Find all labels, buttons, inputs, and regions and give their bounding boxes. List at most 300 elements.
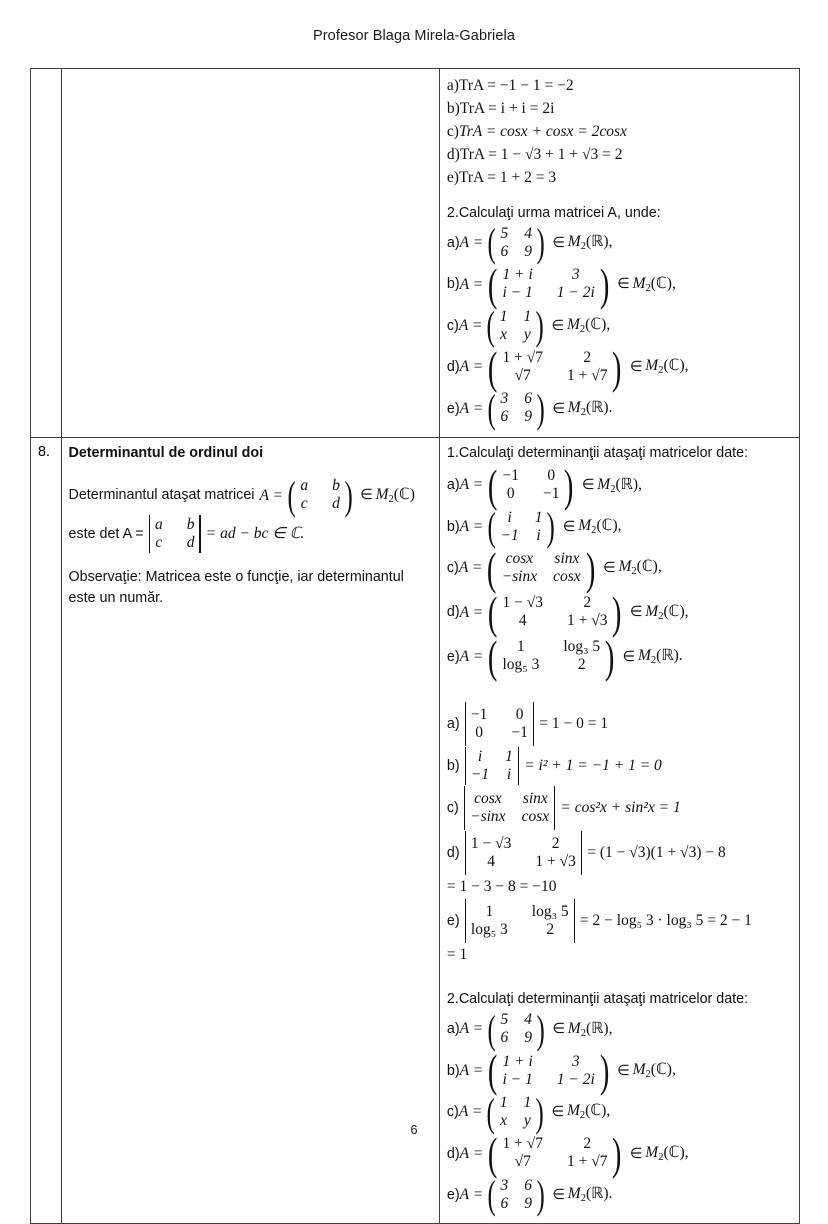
- item-label: a): [446, 716, 460, 733]
- matrix-cell: b: [332, 477, 340, 495]
- set-subscript: 2: [579, 323, 586, 335]
- set-notation: [633, 273, 676, 297]
- set-letter: M: [566, 315, 580, 333]
- matrix-cell: 6: [524, 390, 532, 408]
- set-field: (ℂ): [650, 274, 672, 292]
- matrix-cell: 3: [571, 1052, 580, 1070]
- item-prefix: A =: [459, 275, 484, 293]
- matrix-grid: [500, 467, 561, 503]
- matrix-grid: [500, 550, 583, 586]
- matrix-cell: log₅ 3: [470, 921, 508, 938]
- spacer: [69, 463, 432, 476]
- paren-right: ): [535, 303, 544, 349]
- section-title: Determinantul de ordinul doi: [68, 444, 264, 461]
- matrix-cell: cosx: [474, 790, 502, 807]
- cell-exercises: [439, 437, 799, 1223]
- set-letter: M: [645, 357, 659, 375]
- matrix-cell: cosx: [521, 808, 550, 825]
- matrix-cell: 1 − √3: [502, 594, 543, 612]
- set-letter: M: [567, 1185, 581, 1203]
- matrix-grid: [498, 509, 544, 545]
- item-tail: ,: [684, 357, 689, 375]
- det-result: = ad − bc ∈ ℂ.: [205, 525, 305, 543]
- det-bar-left: [465, 747, 466, 785]
- item-prefix: A =: [459, 517, 484, 535]
- matrix-cell: 1: [485, 903, 494, 920]
- matrix-cell: √7: [514, 366, 531, 384]
- paren-right: ): [599, 1045, 610, 1097]
- matrix: [485, 1045, 612, 1097]
- element-of-symbol: ∈: [617, 1062, 630, 1079]
- spacer: [447, 190, 792, 203]
- matrix-cell: 3: [500, 390, 509, 408]
- matrix-cell: 6: [500, 408, 509, 426]
- matrix-cell: 2: [583, 594, 592, 612]
- det-bar-left: [464, 786, 465, 830]
- set-notation: [597, 474, 642, 498]
- matrix: [285, 472, 355, 518]
- list-item: [446, 1128, 792, 1180]
- content-table: [30, 68, 800, 1224]
- set-field: (ℝ): [585, 1019, 609, 1037]
- list-item: [446, 504, 792, 550]
- item-prefix: A =: [458, 1103, 483, 1121]
- set-notation: [568, 1018, 613, 1042]
- set-subscript: 2: [580, 1027, 586, 1039]
- solution-result: = i² + 1 = −1 + 1 = 0: [524, 757, 662, 775]
- spacer: [447, 679, 792, 701]
- matrix-cell: 1: [499, 1093, 508, 1111]
- item-label: a): [446, 1021, 460, 1038]
- matrix-grid: [498, 308, 534, 344]
- set-letter: M: [567, 233, 581, 251]
- list-item: [446, 258, 792, 310]
- set-letter: M: [597, 475, 611, 493]
- element-of-symbol: ∈: [552, 234, 565, 251]
- matrix-cell: 6: [500, 1029, 509, 1047]
- matrix-cell: log₃ 5: [531, 903, 569, 920]
- trace-text-c: TrA = cosx + cosx = 2cosx: [458, 123, 627, 140]
- element-of-symbol: ∈: [551, 317, 564, 334]
- item-prefix: A =: [459, 399, 484, 417]
- cell-number-empty: [31, 69, 62, 438]
- element-of-symbol: ∈: [552, 400, 565, 417]
- matrix-cell: a: [300, 477, 309, 495]
- item-tail: ,: [608, 233, 613, 251]
- set-letter: M: [567, 1019, 581, 1037]
- paren-right: ): [612, 341, 622, 393]
- paren-left: (: [486, 303, 496, 349]
- item-label: b): [446, 276, 460, 293]
- list-item: [446, 303, 792, 349]
- paren-right: ): [605, 631, 615, 683]
- matrix-cell: sinx: [522, 790, 548, 807]
- paren-right: ): [536, 1006, 545, 1052]
- exercise-title: 2.Calculaţi urma matricei A, unde:: [446, 205, 661, 221]
- definition-line: [68, 472, 432, 518]
- item-tail: ,: [657, 558, 662, 576]
- matrix-cell: 1: [523, 307, 532, 325]
- exercise-2-block: [446, 989, 792, 1218]
- set-notation: [568, 231, 613, 255]
- matrix-cell: i: [507, 508, 512, 526]
- row-number: 8.: [38, 443, 50, 460]
- item-tail: ,: [606, 315, 611, 333]
- paren-left: (: [487, 220, 496, 266]
- matrix-cell: 1: [534, 508, 543, 526]
- matrix-cell: −1: [511, 724, 528, 741]
- item-label: c): [446, 560, 459, 577]
- set-subscript: 2: [645, 1068, 651, 1080]
- matrix-cell: 5: [500, 1011, 509, 1029]
- solution-continuation: [447, 944, 792, 966]
- set-subscript: 2: [580, 1193, 586, 1205]
- list-item: [446, 586, 792, 638]
- matrix: [485, 631, 617, 683]
- matrix-cell: 1: [517, 638, 525, 656]
- item-prefix: A =: [459, 1186, 484, 1204]
- cell-theory: [61, 437, 439, 1223]
- set-field: (ℝ): [585, 233, 609, 251]
- det-bar-right: [533, 702, 534, 746]
- paren-left: (: [488, 1045, 498, 1097]
- matrix-cell: 2: [546, 921, 555, 938]
- matrix: [484, 542, 598, 594]
- matrix-cell: −1: [500, 526, 519, 544]
- element-of-symbol: ∈: [629, 604, 643, 621]
- set-field: (ℝ): [585, 1185, 609, 1203]
- item-tail: .: [608, 398, 613, 416]
- matrix-cell: 0: [515, 706, 524, 723]
- item-prefix: A =: [459, 1061, 484, 1079]
- list-item: [447, 747, 792, 785]
- matrix-cell: y: [523, 325, 531, 343]
- det-bar-left: [149, 515, 150, 553]
- matrix-cell: 1 − 2i: [556, 284, 595, 302]
- matrix-cell: −1: [542, 485, 560, 503]
- matrix-cell: 4: [518, 612, 527, 630]
- cell-theory-empty: [61, 69, 439, 438]
- paren-right: ): [599, 258, 610, 310]
- trace-line-b: b): [446, 100, 460, 117]
- item-tail: ,: [684, 1143, 689, 1161]
- matrix: [484, 303, 546, 349]
- set-notation: [645, 601, 688, 625]
- paren-left: (: [287, 472, 296, 518]
- paren-right: ): [585, 542, 596, 594]
- element-of-symbol: ∈: [552, 1186, 565, 1203]
- set-field: (ℂ): [663, 357, 685, 375]
- paren-left: (: [487, 385, 496, 431]
- item-label: c): [446, 800, 459, 817]
- determinant-grid: [469, 706, 530, 742]
- set-letter: M: [375, 485, 389, 503]
- item-label: b): [446, 1062, 460, 1079]
- matrix: [485, 586, 625, 638]
- determinant: [462, 747, 523, 785]
- item-prefix: A =: [459, 1020, 484, 1038]
- matrix-cell: 1 + √7: [566, 1153, 608, 1171]
- matrix-cell: x: [500, 325, 507, 343]
- matrix: [485, 1172, 547, 1218]
- item-prefix: A =: [458, 559, 483, 577]
- table-row-continuation: [31, 69, 800, 438]
- solution-result: = cos²x + sin²x = 1: [560, 799, 681, 817]
- item-label: e): [446, 648, 460, 665]
- list-item: [446, 341, 792, 393]
- item-tail: .: [608, 1185, 613, 1203]
- set-letter: M: [645, 1143, 659, 1161]
- paren-right: ): [536, 385, 545, 431]
- matrix-cell: i: [536, 526, 541, 544]
- spacer: [69, 554, 432, 567]
- matrix-cell: 1 − 2i: [556, 1070, 595, 1088]
- paren-right: ): [564, 459, 574, 511]
- matrix-cell: 6: [500, 1194, 509, 1212]
- list-item: [447, 144, 792, 166]
- solution-continuation: [447, 876, 792, 898]
- det-bar-left: [465, 831, 466, 875]
- set-subscript: 2: [631, 566, 637, 578]
- determinant: [462, 899, 578, 943]
- top-exercise-2: [446, 203, 792, 431]
- det-bar-right: [581, 831, 582, 875]
- item-label: d): [446, 359, 460, 376]
- set-subscript: 2: [658, 365, 664, 377]
- element-of-symbol: ∈: [581, 477, 595, 494]
- matrix-cell: 1: [505, 748, 513, 765]
- matrix-grid: [500, 1136, 609, 1172]
- element-of-symbol: ∈: [617, 276, 630, 293]
- det-bar-left: [465, 702, 466, 746]
- matrix-cell: −1: [502, 467, 519, 485]
- set-field: (ℂ): [585, 1102, 607, 1120]
- matrix-cell: y: [523, 1111, 531, 1129]
- paren-right: ): [546, 504, 556, 550]
- item-tail: ,: [671, 274, 676, 292]
- set-subscript: 2: [580, 406, 586, 418]
- list-item: [446, 459, 792, 511]
- trace-line-d: d): [446, 146, 460, 163]
- set-field: (ℝ): [585, 398, 609, 416]
- determinant-grid: [469, 903, 571, 939]
- determinant: [146, 515, 204, 553]
- determinant-definition-line: [69, 515, 432, 553]
- matrix-cell: 4: [524, 1011, 532, 1029]
- solution-result: = 2 − log₅ 3 · log₃ 5 = 2 − 1: [579, 912, 752, 930]
- item-prefix: A =: [459, 1144, 484, 1162]
- paren-left: (: [488, 341, 498, 393]
- set-subscript: 2: [580, 241, 586, 253]
- exercise-title: 1.Calculaţi determinanţii ataşaţi matricelor date:: [446, 444, 749, 461]
- set-letter: M: [567, 398, 581, 416]
- determinant-grid: [469, 748, 515, 784]
- matrix-grid: [500, 639, 602, 675]
- matrix-cell: 1 − √3: [470, 835, 512, 852]
- matrix-cell: i: [477, 748, 483, 765]
- list-item: [447, 121, 792, 143]
- matrix-cell: −1: [470, 766, 490, 783]
- solutions-block: [447, 702, 792, 966]
- set-notation: [578, 515, 621, 539]
- definition-variable: A =: [259, 486, 283, 504]
- trace-line-e: e): [446, 169, 459, 186]
- list-item: [446, 385, 792, 431]
- page-number: 6: [410, 1122, 418, 1137]
- matrix-cell: cosx: [553, 567, 581, 585]
- matrix-cell: −sinx: [501, 567, 538, 585]
- matrix-grid: [498, 1011, 534, 1047]
- list-item: [447, 702, 792, 746]
- set-notation: [645, 1142, 688, 1166]
- list-item: [446, 1006, 792, 1052]
- item-label: e): [446, 400, 460, 417]
- matrix-cell: 3: [500, 1176, 509, 1194]
- item-prefix: A =: [459, 476, 484, 494]
- matrix-grid: [498, 225, 534, 261]
- list-item: [446, 542, 792, 594]
- solution-result: = 1 − 0 = 1: [539, 715, 609, 733]
- element-of-symbol: ∈: [629, 359, 643, 376]
- element-of-symbol: ∈: [562, 518, 576, 535]
- matrix-cell: −1: [470, 706, 488, 723]
- element-of-symbol: ∈: [622, 648, 635, 665]
- item-label: c): [446, 317, 459, 334]
- matrix-grid: [498, 1177, 534, 1213]
- det-intro: este det A =: [68, 526, 144, 543]
- matrix-cell: 1 + √7: [502, 348, 543, 366]
- item-tail: ,: [671, 1060, 676, 1078]
- matrix-cell: sinx: [554, 549, 580, 567]
- set-notation: [567, 314, 610, 338]
- matrix-grid: [500, 1053, 596, 1089]
- matrix-cell: x: [500, 1111, 507, 1129]
- paren-right: ): [536, 220, 545, 266]
- determinant: [462, 702, 538, 746]
- element-of-symbol: ∈: [603, 560, 616, 577]
- set-letter: M: [632, 274, 646, 292]
- matrix-cell: 1 + √3: [535, 853, 576, 870]
- list-item: [447, 167, 792, 189]
- item-prefix: A =: [459, 603, 484, 621]
- paren-right: ): [536, 1172, 545, 1218]
- list-item: [446, 1045, 792, 1097]
- matrix-grid: [500, 595, 609, 631]
- set-notation: [633, 1059, 676, 1083]
- set-field: (ℝ): [615, 475, 639, 493]
- set-field: (ℂ): [663, 602, 685, 620]
- item-label: c): [446, 1104, 459, 1121]
- matrix: [485, 385, 547, 431]
- set-field: (ℂ): [596, 516, 618, 534]
- cell-exercises-top: [439, 69, 799, 438]
- matrix-cell: 2: [583, 348, 592, 366]
- determinant-grid: [469, 835, 578, 871]
- item-prefix: A =: [459, 358, 484, 376]
- paren-left: (: [486, 1089, 496, 1135]
- matrix-cell: 1 + √3: [566, 612, 608, 630]
- matrix-cell: b: [186, 516, 195, 534]
- matrix-cell: 6: [500, 242, 509, 260]
- paren-left: (: [488, 586, 498, 638]
- item-label: a): [446, 234, 460, 251]
- item-label: b): [446, 518, 460, 535]
- matrix: [485, 1128, 625, 1180]
- item-label: d): [446, 845, 460, 862]
- element-of-symbol: ∈: [360, 487, 373, 504]
- list-item: [447, 786, 792, 830]
- matrix-cell: 9: [524, 242, 532, 260]
- matrix: [485, 504, 558, 550]
- element-of-symbol: ∈: [552, 1021, 565, 1038]
- matrix-cell: cosx: [505, 549, 534, 567]
- cell-row-number: [31, 437, 62, 1223]
- set-notation: [645, 355, 688, 379]
- item-label: d): [446, 604, 460, 621]
- list-item: [446, 220, 792, 266]
- paren-left: (: [487, 1172, 496, 1218]
- det-bar-left: [465, 899, 466, 943]
- matrix-cell: 4: [524, 224, 532, 242]
- item-tail: ,: [606, 1102, 611, 1120]
- paren-left: (: [488, 459, 498, 511]
- item-prefix: A =: [458, 316, 483, 334]
- matrix-cell: 9: [524, 408, 532, 426]
- paren-left: (: [487, 1006, 496, 1052]
- set-subscript: 2: [645, 282, 651, 294]
- set-subscript: 2: [658, 610, 664, 622]
- matrix-cell: c: [300, 495, 308, 513]
- list-item: [446, 1172, 792, 1218]
- item-prefix: A =: [459, 234, 484, 252]
- set-letter: M: [637, 646, 651, 664]
- paren-left: (: [488, 1128, 498, 1180]
- trace-results-block: [447, 75, 792, 189]
- set-subscript: 2: [579, 1110, 586, 1122]
- matrix-cell: 1 + i: [502, 1052, 533, 1070]
- spacer: [447, 967, 792, 989]
- matrix: [485, 459, 577, 511]
- set-field: (ℝ): [656, 646, 679, 664]
- matrix-cell: √7: [514, 1153, 531, 1171]
- paren-right: ): [612, 1128, 622, 1180]
- paren-left: (: [487, 504, 496, 550]
- page-header: Profesor Blaga Mirela-Gabriela: [312, 28, 516, 44]
- paren-left: (: [488, 258, 498, 310]
- matrix-cell: 1: [499, 307, 508, 325]
- item-label: e): [446, 1186, 460, 1203]
- matrix-cell: −sinx: [470, 808, 506, 825]
- item-tail: ,: [684, 602, 689, 620]
- set-letter: M: [618, 558, 632, 576]
- solution-result-2: = 1: [446, 946, 468, 964]
- list-item: [447, 899, 792, 943]
- matrix-cell: 0: [475, 724, 484, 741]
- element-of-symbol: ∈: [629, 1145, 643, 1162]
- paren-right: ): [612, 586, 622, 638]
- matrix-cell: 1: [523, 1093, 532, 1111]
- determinant: [461, 786, 559, 830]
- set-subscript: 2: [650, 654, 657, 666]
- definition-intro: Determinantul ataşat matricei: [68, 487, 255, 504]
- set-notation: [568, 1183, 613, 1207]
- matrix-cell: log₅ 3: [502, 656, 540, 674]
- matrix: [485, 1006, 547, 1052]
- set-subscript: 2: [388, 493, 394, 505]
- theory-block: [69, 443, 432, 608]
- set-notation: [638, 645, 683, 669]
- set-notation: [568, 397, 613, 421]
